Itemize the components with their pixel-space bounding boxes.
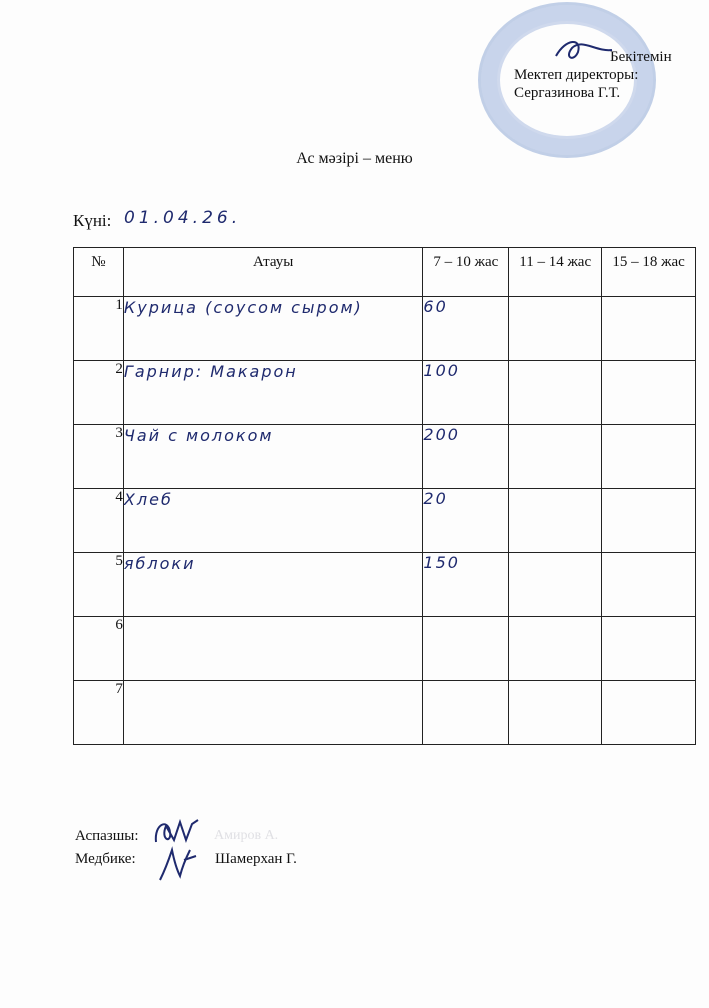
- dish-name: [123, 681, 423, 745]
- header-age-15-18: 15 – 18 жас: [602, 248, 696, 297]
- page-title: Ас мәзірі – меню: [296, 150, 413, 167]
- cook-name: Амиров А.: [214, 828, 279, 843]
- portion-15-18: [602, 425, 696, 489]
- portion-11-14: [509, 297, 602, 361]
- dish-name: Хлеб: [123, 489, 423, 553]
- table-row: [74, 489, 696, 553]
- header-number: №: [74, 248, 124, 297]
- table-header-row: [74, 248, 696, 297]
- dish-name: Чай с молоком: [123, 425, 423, 489]
- portion-7-10: [423, 681, 509, 745]
- nurse-signature: [156, 846, 198, 882]
- table-row: [74, 617, 696, 681]
- portion-7-10: 20: [423, 489, 509, 553]
- director-title: Мектеп директоры:: [514, 67, 639, 83]
- row-number: 4: [74, 489, 124, 553]
- row-number: 5: [74, 553, 124, 617]
- dish-name: [123, 617, 423, 681]
- portion-15-18: [602, 617, 696, 681]
- portion-11-14: [509, 617, 602, 681]
- row-number: 2: [74, 361, 124, 425]
- approve-label: Бекітемін: [610, 49, 672, 65]
- portion-11-14: [509, 681, 602, 745]
- portion-7-10: 60: [423, 297, 509, 361]
- nurse-label: Медбике:: [75, 851, 136, 867]
- table-row: [74, 553, 696, 617]
- portion-7-10: 100: [423, 361, 509, 425]
- portion-11-14: [509, 425, 602, 489]
- table-row: [74, 297, 696, 361]
- approval-block: [514, 48, 672, 102]
- menu-table: [73, 247, 696, 745]
- portion-7-10: 150: [423, 553, 509, 617]
- director-name: Сергазинова Г.Т.: [514, 85, 621, 101]
- dish-name: Гарнир: Макарон: [123, 361, 423, 425]
- portion-15-18: [602, 489, 696, 553]
- nurse-name: Шамерхан Г.: [215, 851, 297, 867]
- dish-name: яблоки: [123, 553, 423, 617]
- cook-signature: [150, 814, 202, 848]
- row-number: 7: [74, 681, 124, 745]
- portion-7-10: 200: [423, 425, 509, 489]
- row-number: 3: [74, 425, 124, 489]
- row-number: 1: [74, 297, 124, 361]
- header-name: Атауы: [123, 248, 423, 297]
- portion-11-14: [509, 361, 602, 425]
- date-label: Күні:: [73, 211, 112, 230]
- table-row: [74, 361, 696, 425]
- cook-label: Аспазшы:: [75, 828, 139, 844]
- portion-11-14: [509, 489, 602, 553]
- table-row: [74, 681, 696, 745]
- date-value: 01.04.26.: [124, 208, 242, 228]
- header-age-7-10: 7 – 10 жас: [423, 248, 509, 297]
- portion-15-18: [602, 361, 696, 425]
- row-number: 6: [74, 617, 124, 681]
- header-age-11-14: 11 – 14 жас: [509, 248, 602, 297]
- dish-name: Курица (соусом сыром): [123, 297, 423, 361]
- portion-15-18: [602, 681, 696, 745]
- table-row: [74, 425, 696, 489]
- portion-15-18: [602, 297, 696, 361]
- portion-15-18: [602, 553, 696, 617]
- portion-7-10: [423, 617, 509, 681]
- portion-11-14: [509, 553, 602, 617]
